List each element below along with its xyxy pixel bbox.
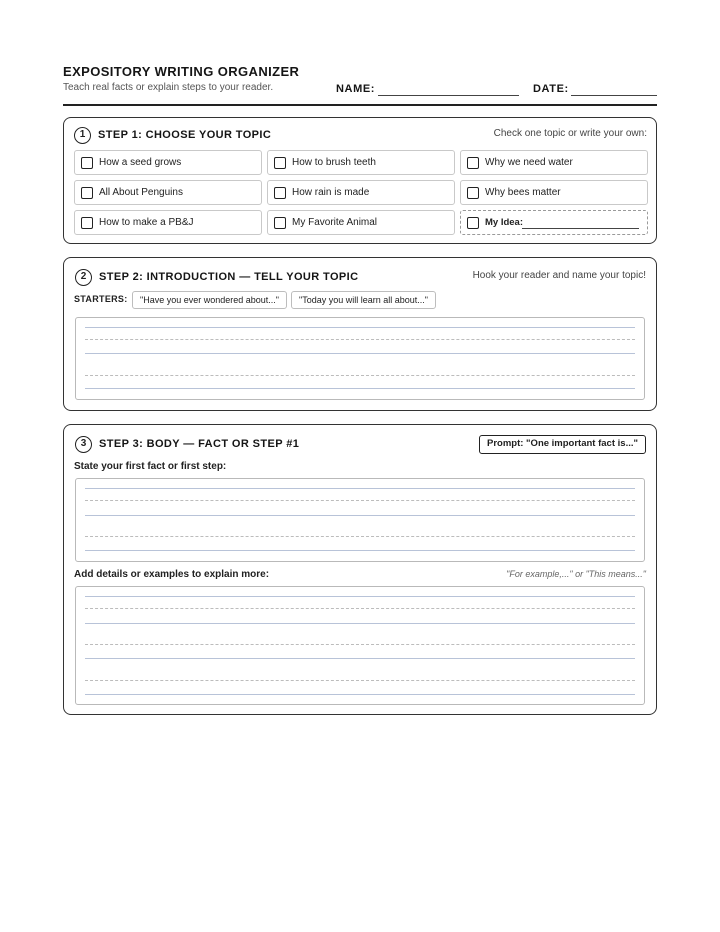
step3-number: 3 <box>75 436 92 453</box>
writing-guide-line <box>85 644 635 645</box>
topic-option[interactable] <box>460 180 648 205</box>
step2-hint: Hook your reader and name your topic! <box>472 270 646 281</box>
topic-option-label: How rain is made <box>292 187 370 198</box>
checkbox[interactable] <box>274 217 286 229</box>
writing-line <box>85 388 635 389</box>
checkbox[interactable] <box>467 157 479 169</box>
step3-card <box>63 424 657 715</box>
topic-option-label: Why bees matter <box>485 187 561 198</box>
checkbox[interactable] <box>274 187 286 199</box>
starters-label: STARTERS: <box>74 294 128 304</box>
my-idea-label: My Idea: <box>485 217 524 228</box>
writing-guide-line <box>85 608 635 609</box>
topic-option[interactable] <box>267 150 455 175</box>
writing-line <box>85 623 635 624</box>
details-writing-area[interactable] <box>75 586 645 705</box>
writing-line <box>85 596 635 597</box>
name-field[interactable] <box>378 95 519 96</box>
writing-line <box>85 353 635 354</box>
introduction-writing-area[interactable] <box>75 317 645 400</box>
step2-number: 2 <box>75 269 92 286</box>
checkbox[interactable] <box>467 187 479 199</box>
step1-title: STEP 1: CHOOSE YOUR TOPIC <box>98 129 272 141</box>
details-hint: "For example,..." or "This means..." <box>506 569 646 579</box>
topic-option-label: How a seed grows <box>99 157 182 168</box>
starter-chip: "Today you will learn all about..." <box>291 291 436 309</box>
writing-guide-line <box>85 375 635 376</box>
checkbox[interactable] <box>467 217 479 229</box>
topic-option-label: My Favorite Animal <box>292 217 378 228</box>
worksheet-header <box>63 64 657 106</box>
name-label: NAME: <box>336 83 376 95</box>
step1-hint: Check one topic or write your own: <box>493 128 647 139</box>
starter-chip: "Have you ever wondered about..." <box>132 291 287 309</box>
topic-option-label: All About Penguins <box>99 187 183 198</box>
writing-guide-line <box>85 536 635 537</box>
writing-guide-line <box>85 500 635 501</box>
details-label: Add details or examples to explain more: <box>74 569 270 580</box>
topic-option[interactable] <box>74 180 262 205</box>
topic-option-label: Why we need water <box>485 157 573 168</box>
writing-line <box>85 694 635 695</box>
writing-line <box>85 515 635 516</box>
topic-option[interactable] <box>267 210 455 235</box>
step1-card <box>63 117 657 244</box>
prompt-box: Prompt: "One important fact is..." <box>479 435 646 454</box>
topic-option[interactable] <box>74 210 262 235</box>
checkbox[interactable] <box>81 187 93 199</box>
step2-card <box>63 257 657 411</box>
topic-option[interactable] <box>267 180 455 205</box>
step2-title: STEP 2: INTRODUCTION — TELL YOUR TOPIC <box>99 271 359 283</box>
my-idea-field[interactable] <box>522 228 639 229</box>
checkbox[interactable] <box>81 157 93 169</box>
step1-number: 1 <box>74 127 91 144</box>
my-idea-option[interactable] <box>460 210 648 235</box>
writing-line <box>85 327 635 328</box>
writing-line <box>85 658 635 659</box>
topic-option[interactable] <box>74 150 262 175</box>
worksheet-subtitle: Teach real facts or explain steps to your reader. <box>63 82 274 93</box>
fact-label: State your first fact or first step: <box>74 461 227 472</box>
writing-guide-line <box>85 339 635 340</box>
topic-option[interactable] <box>460 150 648 175</box>
writing-line <box>85 488 635 489</box>
writing-guide-line <box>85 680 635 681</box>
fact-writing-area[interactable] <box>75 478 645 562</box>
date-label: DATE: <box>533 83 569 95</box>
checkbox[interactable] <box>274 157 286 169</box>
date-field[interactable] <box>571 95 657 96</box>
checkbox[interactable] <box>81 217 93 229</box>
worksheet-title: EXPOSITORY WRITING ORGANIZER <box>63 64 300 79</box>
topic-option-label: How to make a PB&J <box>99 217 194 228</box>
step3-title: STEP 3: BODY — FACT OR STEP #1 <box>99 438 300 450</box>
topic-option-label: How to brush teeth <box>292 157 376 168</box>
writing-line <box>85 550 635 551</box>
